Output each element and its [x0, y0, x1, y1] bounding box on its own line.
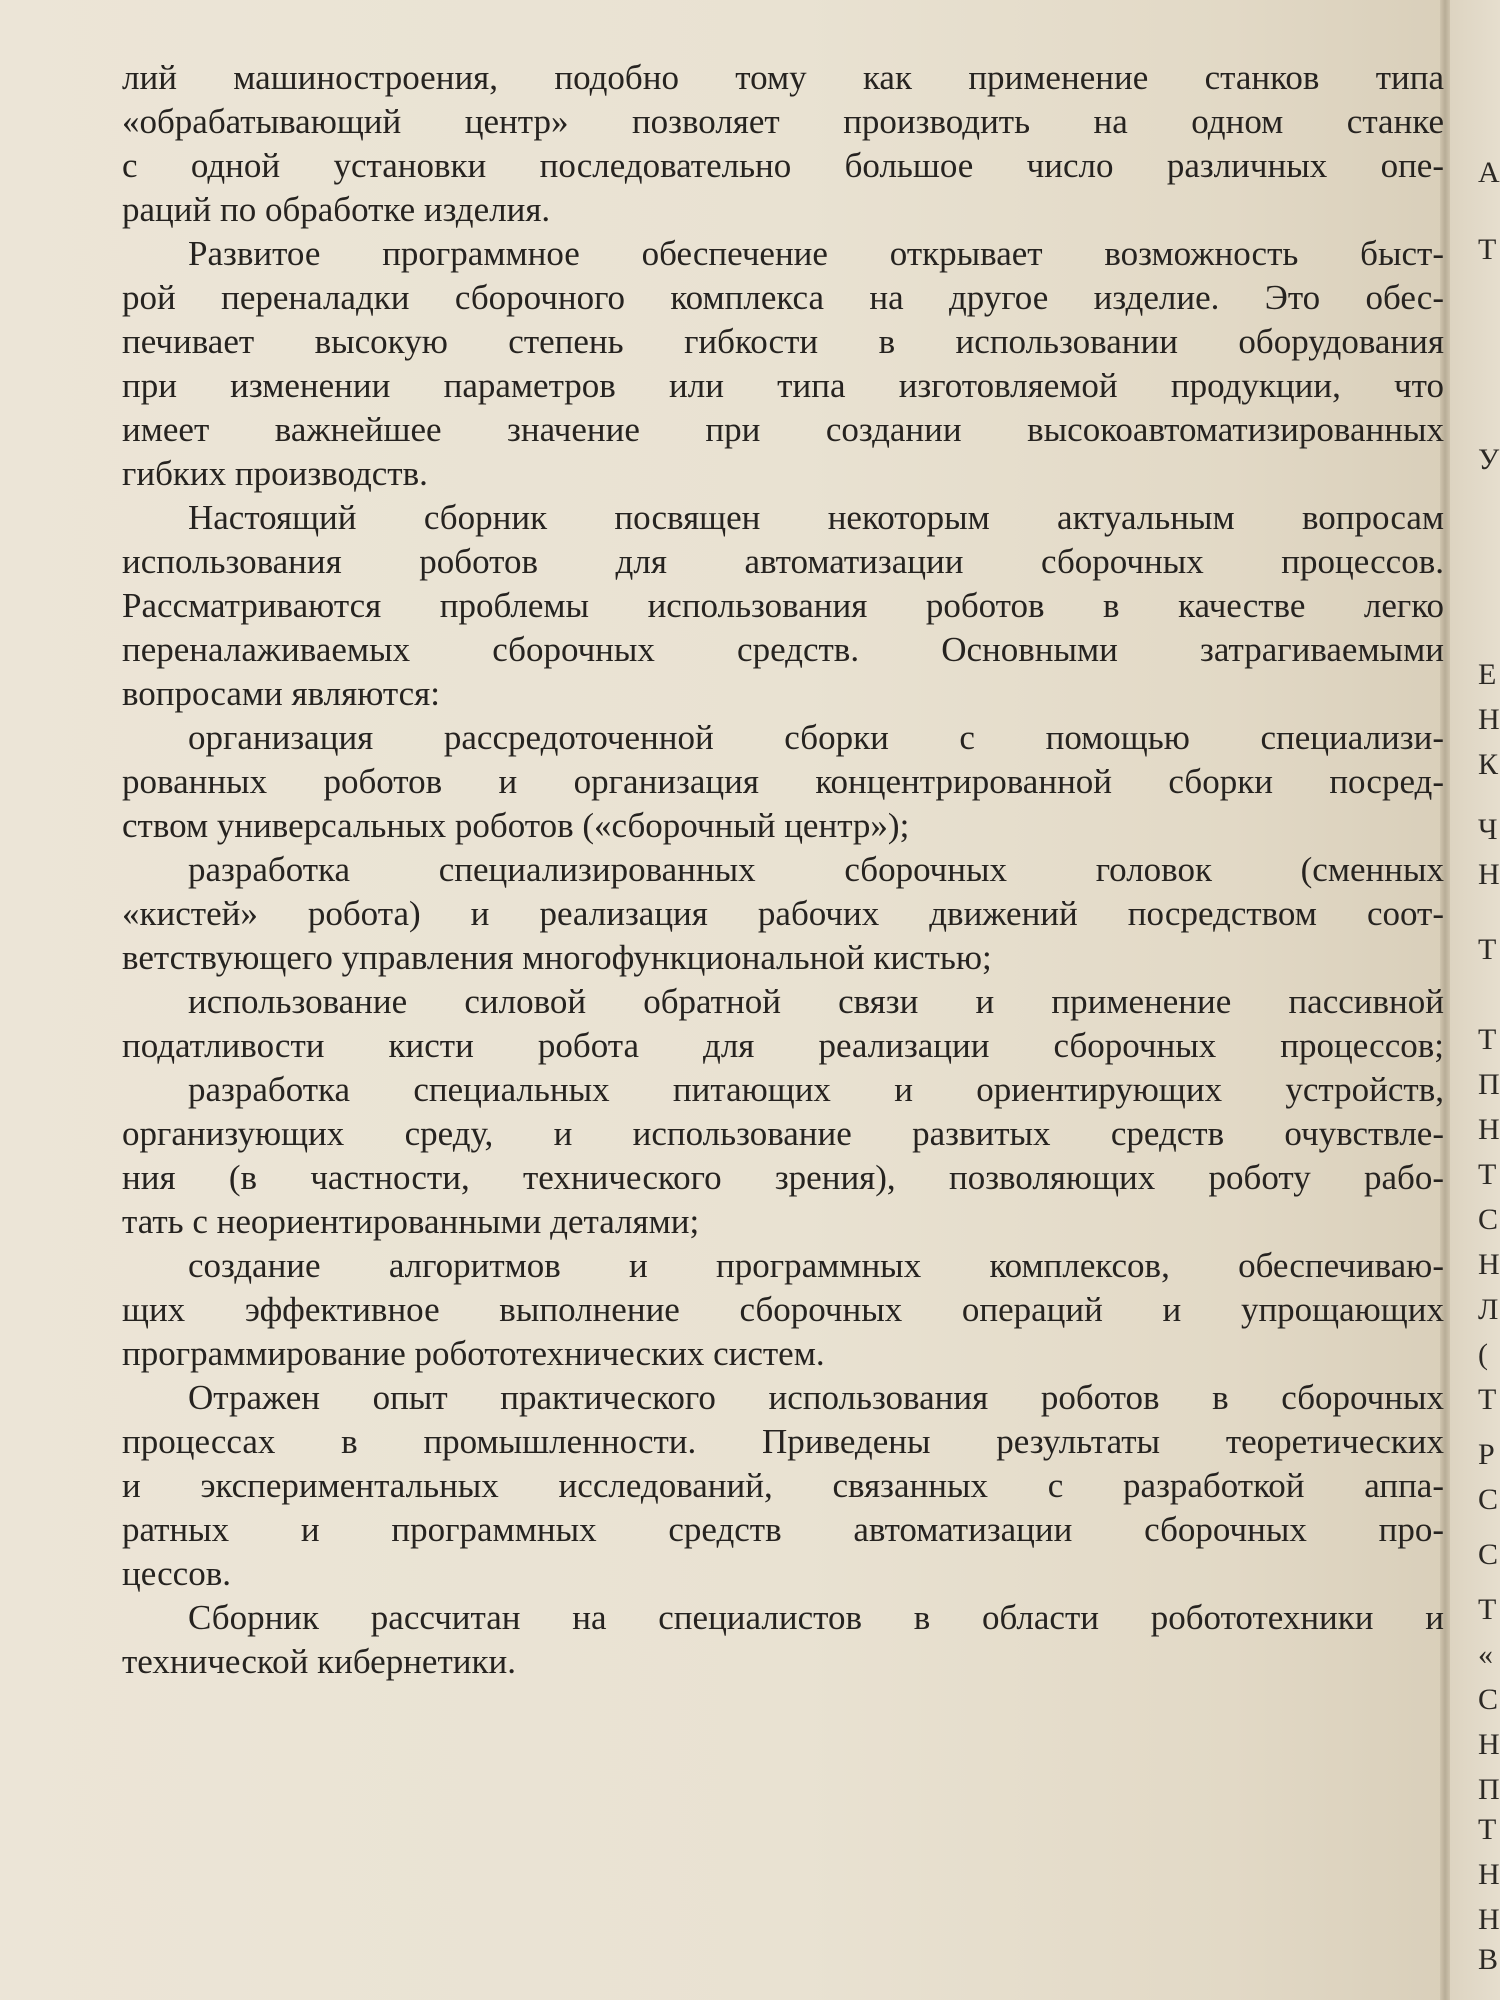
text-line: создание алгоритмов и программных комплексов, обеспечиваю- — [188, 1246, 1444, 1285]
text-line: использования роботов для автоматизации сборочных процессов. — [122, 542, 1444, 581]
adjacent-page-letter: Р — [1478, 1438, 1495, 1471]
text-line: разработка специализированных сборочных головок (сменных — [188, 850, 1444, 889]
text-line: технической кибернетики. — [122, 1642, 516, 1681]
adjacent-page-letter: Т — [1478, 1593, 1497, 1626]
page-text — [122, 56, 1444, 1684]
adjacent-page-letter: Т — [1478, 1383, 1497, 1416]
text-line: Рассматриваются проблемы использования роботов в качестве легко — [122, 586, 1444, 625]
paragraph — [122, 1376, 1444, 1596]
adjacent-page-letter: Н — [1478, 1858, 1500, 1891]
text-line: щих эффективное выполнение сборочных операций и упрощающих — [122, 1290, 1444, 1329]
text-line: рованных роботов и организация концентрированной сборки посред- — [122, 762, 1444, 801]
list-item — [122, 848, 1444, 980]
paragraph — [122, 496, 1444, 716]
text-line: податливости кисти робота для реализации сборочных процессов; — [122, 1026, 1444, 1065]
adjacent-page-letter: Л — [1478, 1293, 1499, 1326]
text-line: «обрабатывающий центр» позволяет производить на одном станке — [122, 102, 1444, 141]
text-line: и экспериментальных исследований, связанных с разработкой аппа- — [122, 1466, 1444, 1505]
text-line: использование силовой обратной связи и применение пассивной — [188, 982, 1444, 1021]
adjacent-page-letter: Н — [1478, 1903, 1500, 1936]
adjacent-page-letter: К — [1478, 748, 1499, 781]
adjacent-page-letter: Т — [1478, 233, 1497, 266]
text-line: Отражен опыт практического использования роботов в сборочных — [188, 1378, 1444, 1417]
adjacent-page-letter: Т — [1478, 933, 1497, 966]
text-line: ратных и программных средств автоматизации сборочных про- — [122, 1510, 1444, 1549]
text-line: ветствующего управления многофункциональной кистью; — [122, 938, 992, 977]
adjacent-page-letter: Н — [1478, 1248, 1500, 1281]
text-line: переналаживаемых сборочных средств. Основными затрагиваемыми — [122, 630, 1444, 669]
text-line: печивает высокую степень гибкости в использовании оборудования — [122, 322, 1444, 361]
adjacent-page-letter: ( — [1478, 1338, 1488, 1371]
text-line: Сборник рассчитан на специалистов в области робототехники и — [188, 1598, 1444, 1637]
list-item — [122, 1068, 1444, 1244]
text-line: организация рассредоточенной сборки с помощью специализи- — [188, 718, 1444, 757]
adjacent-page-letter: В — [1478, 1943, 1499, 1976]
text-line: «кистей» робота) и реализация рабочих движений посредством соот- — [122, 894, 1444, 933]
adjacent-page-letter: Н — [1478, 1728, 1500, 1761]
adjacent-page-letter: Ч — [1478, 813, 1498, 846]
text-line: программирование робототехнических систем. — [122, 1334, 825, 1373]
paragraph — [122, 56, 1444, 232]
text-line: раций по обработке изделия. — [122, 190, 551, 229]
adjacent-page-letter: С — [1478, 1483, 1499, 1516]
text-line: лий машиностроения, подобно тому как применение станков типа — [122, 58, 1444, 97]
adjacent-page-letter: Н — [1478, 1113, 1500, 1146]
adjacent-page-letter: Т — [1478, 1158, 1497, 1191]
list-item — [122, 980, 1444, 1068]
list-item — [122, 1244, 1444, 1376]
adjacent-page-letter: Н — [1478, 703, 1500, 736]
adjacent-page-letter: С — [1478, 1203, 1499, 1236]
text-line: рой переналадки сборочного комплекса на другое изделие. Это обес- — [122, 278, 1444, 317]
text-line: Развитое программное обеспечение открывает возможность быст- — [188, 234, 1444, 273]
adjacent-page-letter: А — [1478, 156, 1500, 189]
text-line: процессах в промышленности. Приведены результаты теоретических — [122, 1422, 1444, 1461]
adjacent-page-letter: Е — [1478, 658, 1497, 691]
paragraph — [122, 1596, 1444, 1684]
adjacent-page-letter: С — [1478, 1538, 1499, 1571]
text-line: Настоящий сборник посвящен некоторым актуальным вопросам — [188, 498, 1444, 537]
text-line: с одной установки последовательно большое число различных опе- — [122, 146, 1444, 185]
adjacent-page-letter: П — [1478, 1773, 1500, 1806]
text-line: тать с неориентированными деталями; — [122, 1202, 700, 1241]
text-line: организующих среду, и использование развитых средств очувствле- — [122, 1114, 1444, 1153]
text-line: ством универсальных роботов («сборочный центр»); — [122, 806, 910, 845]
adjacent-page-letter: Н — [1478, 858, 1500, 891]
text-line: гибких производств. — [122, 454, 428, 493]
text-line: вопросами являются: — [122, 674, 441, 713]
adjacent-page-letter: С — [1478, 1683, 1499, 1716]
text-line: при изменении параметров или типа изготовляемой продукции, что — [122, 366, 1444, 405]
adjacent-page-letter: « — [1478, 1638, 1493, 1671]
adjacent-page-letter: П — [1478, 1068, 1500, 1101]
text-line: цессов. — [122, 1554, 231, 1593]
text-line: ния (в частности, технического зрения), позволяющих роботу рабо- — [122, 1158, 1444, 1197]
adjacent-page-letter: У — [1478, 443, 1500, 476]
text-line: имеет важнейшее значение при создании высокоавтоматизированных — [122, 410, 1444, 449]
adjacent-page-letter: Т — [1478, 1813, 1497, 1846]
list-item — [122, 716, 1444, 848]
text-line: разработка специальных питающих и ориентирующих устройств, — [188, 1070, 1444, 1109]
adjacent-page-letter: Т — [1478, 1023, 1497, 1056]
paragraph — [122, 232, 1444, 496]
